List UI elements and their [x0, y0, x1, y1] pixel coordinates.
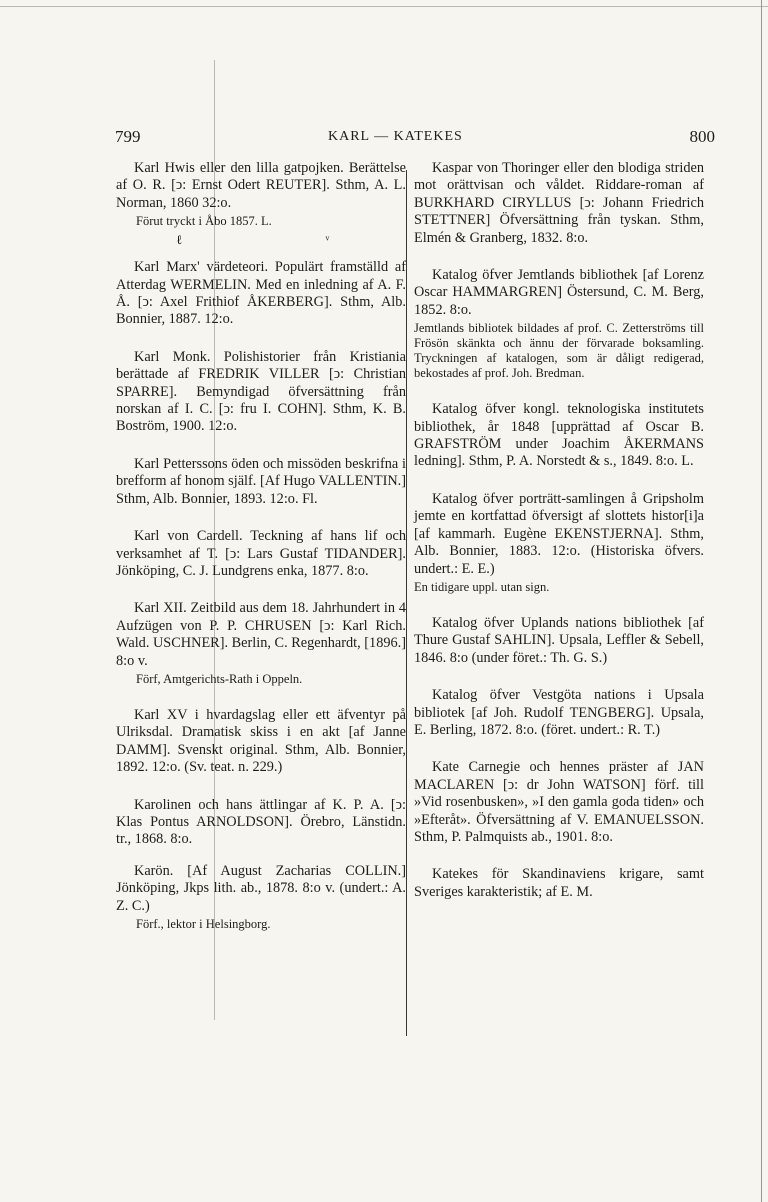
right-column [414, 160, 704, 921]
entry-text: Karl Hwis eller den lilla gatpojken. Berättelse af O. R. [ↄ: Ernst Odert REUTER]. Sthm, A. L. Norman, 1860 32:o. [116, 160, 406, 211]
entry-note: Förut tryckt i Åbo 1857. L. [136, 214, 272, 229]
left-column [116, 160, 406, 952]
entry-text: Karl XII. Zeitbild aus dem 18. Jahrhundert in 4 Aufzügen von P. P. CHRUSEN [ↄ: Karl Rich. Wald. USCHNER]. Berlin, C. Regenhardt, [1896.] 8:o v. [116, 600, 406, 669]
catalog-entry [414, 267, 704, 381]
column-divider [406, 170, 407, 1036]
entry-text: Karön. [Af August Zacharias COLLIN.] Jönköping, Jkps lith. ab., 1878. 8:o v. (undert.: A. Z. C.) [116, 862, 406, 914]
entry-note: Förf, Amtgerichts-Rath i Oppeln. [136, 671, 303, 686]
entry-text: Karl Petterssons öden och missöden beskrifna i brefform af honom själf. [Af Hugo VALLENTIN.] Sthm, Alb. Bonnier, 1893. 12:o. Fl. [116, 455, 406, 507]
entry-text: Katalog öfver Jemtlands bibliothek [af Lorenz Oscar HAMMARGREN] Östersund, C. M. Berg, 1852. 8:o. [414, 267, 704, 318]
entry-text: Kaspar von Thoringer eller den blodiga striden mot orättvisan och våldet. Riddare-roman af BURKHARD CIRYLLUS [ↄ: Johann Friedrich STETTNER] Öfversättning från tyskan. Sthm, Elmén & Granberg, 1832. 8:o. [414, 160, 704, 246]
catalog-entry [414, 401, 704, 471]
catalog-entry [116, 863, 406, 932]
entry-text: Kate Carnegie och hennes präster af JAN MACLAREN [ↄ: dr John WATSON] förf. till »Vid rosenbusken», »I den gamla goda tiden» och »Efteråt». Öfversättning af V. EMANUELSSON. Sthm, P. Palmquists ab., 1901. 8:o. [414, 759, 704, 845]
entry-text: Karl XV i hvardagslag eller ett äfventyr på Ulriksdal. Dramatisk skiss i en akt [af Janne DAMM]. Svenskt original. Sthm, Alb. Bonnier, 1892. 12:o. (Sv. teat. n. 229.) [116, 706, 406, 776]
entry-note: En tidigare uppl. utan sign. [414, 579, 550, 594]
entry-text: Karl von Cardell. Teckning af hans lif och verksamhet af T. [ↄ: Lars Gustaf TIDANDER]. Jönköping, C. J. Lundgrens enka, 1877. 8:o. [116, 528, 406, 579]
top-rule [0, 6, 768, 7]
page-number-right: 800 [689, 127, 715, 146]
entry-text: Katalog öfver kongl. teknologiska institutets bibliothek, år 1848 [upprättad af Oscar B. GRAFSTRÖM under Joachim ÅKERMANS ledning]. Sthm, P. A. Norstedt & s., 1849. 8:o. L. [414, 401, 704, 470]
entry-text: Katekes för Skandinaviens krigare, samt Sveriges karakteristik; af E. M. [414, 866, 704, 900]
catalog-entry [116, 528, 406, 580]
catalog-entry [116, 160, 406, 248]
catalog-entry [414, 491, 704, 595]
catalog-entry [414, 160, 704, 247]
entry-note: Förf., lektor i Helsingborg. [136, 917, 271, 931]
entry-text: Katalog öfver porträtt-samlingen å Gripsholm jemte en kortfattad öfversigt af slottets histor[i]a [af kammarh. Eugène EKENSTJERNA]. Sthm, Alb. Bonnier, 1883. 12:o. (Historiska öfvers. undert.: E. E.) [414, 490, 704, 577]
entry-text: Katalog öfver Vestgöta nations i Upsala bibliotek [af Joh. Rudolf TENGBERG]. Upsala, E. Berling, 1872. 8:o. (föret. undert.: R. T.) [414, 687, 704, 738]
catalog-entry [414, 759, 704, 846]
running-title: KARL — KATEKES [328, 129, 463, 144]
entry-text: Karl Monk. Polishistorier från Kristiania berättade af FREDRIK VILLER [ↄ: Christian SPARRE]. Bemyndigad öfversättning från norskan af I. C. [ↄ: fru I. COHN]. Sthm, K. B. Boström, 1900. 12:o. [116, 348, 406, 435]
catalog-entry [116, 259, 406, 329]
entry-text: Katalog öfver Uplands nations bibliothek [af Thure Gustaf SAHLIN]. Upsala, Leffler & Sebell, 1846. 8:o (under föret.: Th. G. S.) [414, 614, 704, 666]
page-edge [761, 0, 762, 1202]
catalog-entry [116, 797, 406, 849]
catalog-entry [116, 600, 406, 687]
page-number-left: 799 [115, 127, 141, 146]
page-header [115, 127, 715, 151]
catalog-entry [414, 687, 704, 739]
catalog-entry [414, 866, 704, 901]
catalog-entry [414, 615, 704, 667]
entry-text: Karl Marx' värdeteori. Populärt framställd af Atterdag WERMELIN. Med en inledning af A. F. Å. [ↄ: Axel Frithiof ÅKERBERG]. Sthm, Alb. Bonnier, 1887. 12:o. [116, 259, 406, 328]
catalog-entry [116, 349, 406, 436]
catalog-entry [116, 707, 406, 777]
catalog-entry [116, 456, 406, 508]
marginal-marks: ℓ ᵛ [176, 232, 400, 248]
entry-note: Jemtlands bibliotek bildades af prof. C. Zetterströms till Frösön skänkta och ännu der förvarade boksamling. Tryckningen af katalogen, som är dåligt redigerad, bekostades af prof. Joh. Bredman. [414, 321, 704, 381]
entry-text: Karolinen och hans ättlingar af K. P. A. [ↄ: Klas Pontus ARNOLDSON]. Örebro, Länstidn. tr., 1868. 8:o. [116, 796, 406, 848]
